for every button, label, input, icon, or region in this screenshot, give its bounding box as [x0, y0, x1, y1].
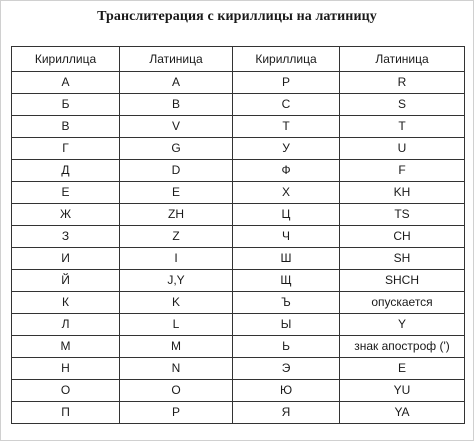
cell-cyrillic: Д: [12, 160, 120, 182]
table-row: [12, 160, 465, 182]
cell-cyrillic: Х: [233, 182, 340, 204]
cell-latin: TS: [340, 204, 465, 226]
table-row: [12, 138, 465, 160]
cell-latin: K: [120, 292, 233, 314]
cell-cyrillic: А: [12, 72, 120, 94]
cell-latin: S: [340, 94, 465, 116]
cell-latin: O: [120, 380, 233, 402]
table-row: [12, 402, 465, 424]
cell-cyrillic: Г: [12, 138, 120, 160]
cell-latin: V: [120, 116, 233, 138]
column-header-cyrillic: Кириллица: [12, 47, 120, 72]
table-row: [12, 270, 465, 292]
cell-cyrillic: Ж: [12, 204, 120, 226]
table-row: [12, 336, 465, 358]
cell-cyrillic: Ш: [233, 248, 340, 270]
table-row: [12, 94, 465, 116]
page-title: Транслитерация с кириллицы на латиницу: [97, 9, 377, 24]
table-row: [12, 226, 465, 248]
table-row: [12, 292, 465, 314]
cell-latin: B: [120, 94, 233, 116]
table-row: [12, 116, 465, 138]
cell-cyrillic: Й: [12, 270, 120, 292]
cell-cyrillic: В: [12, 116, 120, 138]
cell-cyrillic: Ц: [233, 204, 340, 226]
cell-cyrillic: Ь: [233, 336, 340, 358]
cell-cyrillic: П: [12, 402, 120, 424]
table-row: [12, 248, 465, 270]
cell-cyrillic: Е: [12, 182, 120, 204]
cell-latin: U: [340, 138, 465, 160]
table-row: [12, 314, 465, 336]
table-row: [12, 380, 465, 402]
column-header-cyrillic: Кириллица: [233, 47, 340, 72]
cell-cyrillic: Р: [233, 72, 340, 94]
cell-latin: KH: [340, 182, 465, 204]
cell-latin: G: [120, 138, 233, 160]
table-body: [12, 72, 465, 424]
cell-latin: YA: [340, 402, 465, 424]
cell-cyrillic: К: [12, 292, 120, 314]
cell-cyrillic: Ч: [233, 226, 340, 248]
table-header-row: [12, 47, 465, 72]
cell-cyrillic: Ъ: [233, 292, 340, 314]
cell-cyrillic: Т: [233, 116, 340, 138]
cell-latin: знак апостроф ('): [340, 336, 465, 358]
cell-latin: T: [340, 116, 465, 138]
cell-latin: R: [340, 72, 465, 94]
cell-cyrillic: У: [233, 138, 340, 160]
cell-latin: Y: [340, 314, 465, 336]
cell-cyrillic: М: [12, 336, 120, 358]
cell-cyrillic: З: [12, 226, 120, 248]
cell-latin: A: [120, 72, 233, 94]
cell-cyrillic: Ф: [233, 160, 340, 182]
cell-latin: опускается: [340, 292, 465, 314]
cell-latin: D: [120, 160, 233, 182]
table-row: [12, 72, 465, 94]
cell-cyrillic: Щ: [233, 270, 340, 292]
cell-cyrillic: Ю: [233, 380, 340, 402]
cell-latin: I: [120, 248, 233, 270]
cell-cyrillic: О: [12, 380, 120, 402]
cell-latin: L: [120, 314, 233, 336]
cell-latin: SHCH: [340, 270, 465, 292]
column-header-latin: Латиница: [120, 47, 233, 72]
cell-latin: F: [340, 160, 465, 182]
cell-latin: P: [120, 402, 233, 424]
cell-latin: J,Y: [120, 270, 233, 292]
cell-cyrillic: С: [233, 94, 340, 116]
cell-latin: CH: [340, 226, 465, 248]
cell-latin: YU: [340, 380, 465, 402]
cell-latin: Z: [120, 226, 233, 248]
cell-latin: E: [120, 182, 233, 204]
cell-cyrillic: Ы: [233, 314, 340, 336]
cell-cyrillic: Н: [12, 358, 120, 380]
cell-latin: SH: [340, 248, 465, 270]
cell-latin: M: [120, 336, 233, 358]
cell-cyrillic: Я: [233, 402, 340, 424]
cell-cyrillic: Б: [12, 94, 120, 116]
table-row: [12, 182, 465, 204]
cell-latin: E: [340, 358, 465, 380]
column-header-latin: Латиница: [340, 47, 465, 72]
transliteration-table: [11, 46, 465, 424]
cell-cyrillic: Л: [12, 314, 120, 336]
cell-latin: ZH: [120, 204, 233, 226]
table-row: [12, 358, 465, 380]
table-row: [12, 204, 465, 226]
cell-latin: N: [120, 358, 233, 380]
cell-cyrillic: Э: [233, 358, 340, 380]
cell-cyrillic: И: [12, 248, 120, 270]
